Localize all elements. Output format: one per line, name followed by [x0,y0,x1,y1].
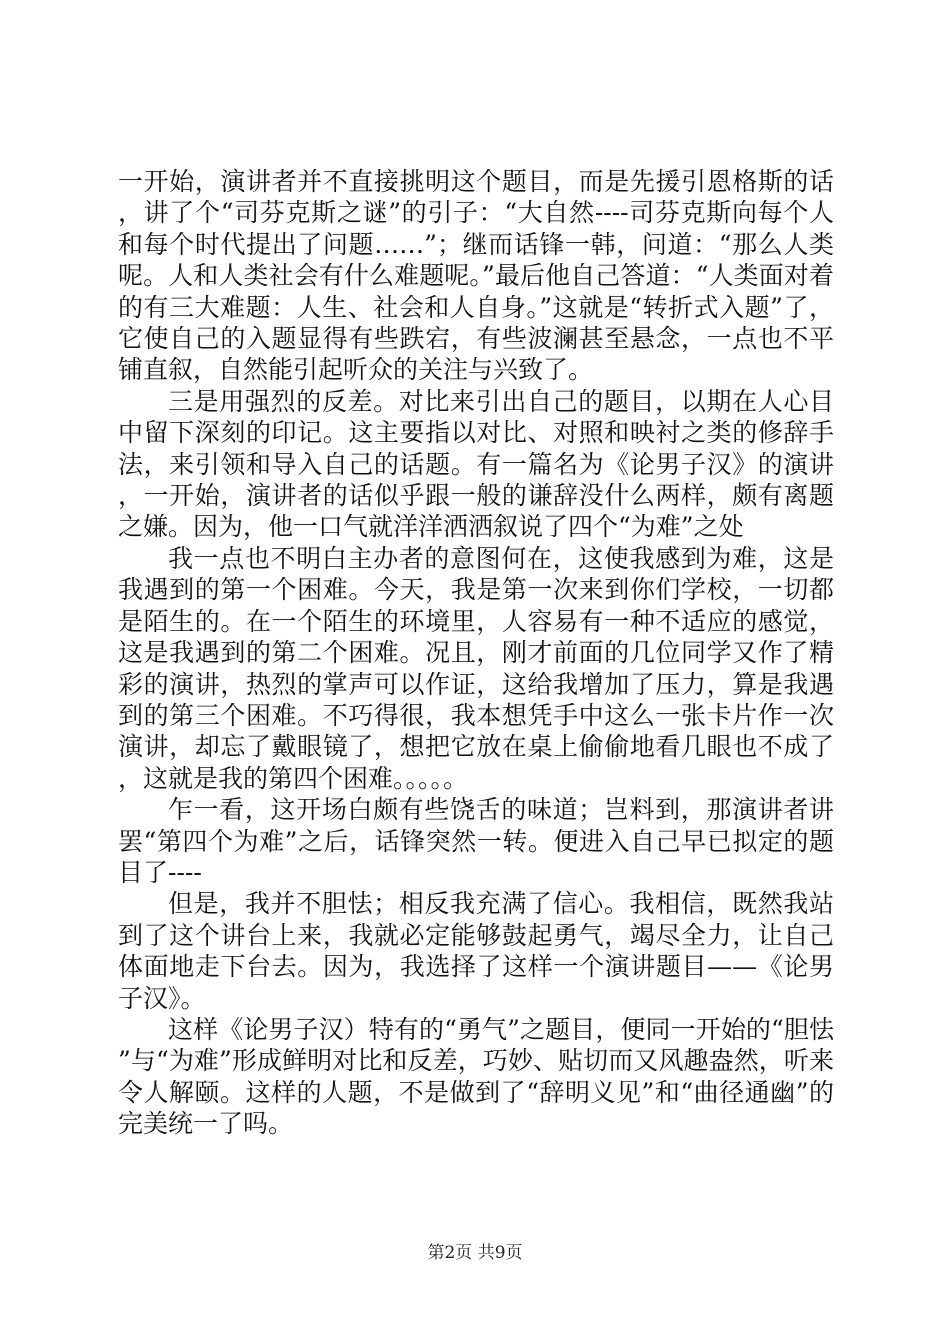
paragraph-3: 我一点也不明白主办者的意图何在，这使我感到为难，这是我遇到的第一个困难。今天，我是第一次来到你们学校，一切都是陌生的。在一个陌生的环境里，人容易有一种不适应的感觉，这是我遇到的第二个困难。况且，刚才前面的几位同学又作了精彩的演讲，热烈的掌声可以作证，这给我增加了压力，算是我遇到的第三个困难。不巧得很，我本想凭手中这么一张卡片作一次演讲，却忘了戴眼镜了，想把它放在桌上偷偷地看几眼也不成了，这就是我的第四个困难。。。。。 [118,543,834,793]
paragraph-2: 三是用强烈的反差。对比来引出自己的题目，以期在人心目中留下深刻的印记。这主要指以对比、对照和映衬之类的修辞手法，来引领和导入自己的话题。有一篇名为《论男子汉》的演讲，一开始，演讲者的话似乎跟一般的谦辞没什么两样，颇有离题之嫌。因为，他一口气就洋洋洒洒叙说了四个“为难”之处 [118,386,834,542]
document-body [118,166,834,1140]
paragraph-5: 但是，我并不胆怯；相反我充满了信心。我相信，既然我站到了这个讲台上来，我就必定能够鼓起勇气，竭尽全力，让自己体面地走下台去。因为，我选择了这样一个演讲题目——《论男子汉》。 [118,889,834,1013]
paragraph-1: 一开始，演讲者并不直接挑明这个题目，而是先援引恩格斯的话，讲了个“司芬克斯之谜”的引子：“大自然----司芬克斯向每个人和每个时代提出了问题……”；继而话锋一韩，问道：“那么人类呢。人和人类社会有什么难题呢。”最后他自己答道：“人类面对着的有三大难题：人生、社会和人自身。”这就是“转折式入题”了，它使自己的入题显得有些跌宕，有些波澜甚至悬念，一点也不平铺直叙，自然能引起听众的关注与兴致了。 [118,167,834,385]
paragraph-6: 这样《论男子汉）特有的“勇气”之题目，便同一开始的“胆怯”与“为难”形成鲜明对比和反差，巧妙、贴切而又风趣盎然，听来令人解颐。这样的人题，不是做到了“辞明义见”和“曲径通幽”的完美统一了吗。 [118,1014,834,1139]
page-number-footer: 第2页 共9页 [427,1243,523,1263]
paragraph-4: 乍一看，这开场白颇有些饶舌的味道；岂料到，那演讲者讲罢“第四个为难”之后，话锋突然一转。便进入自己早已拟定的题目了---- [118,795,834,887]
